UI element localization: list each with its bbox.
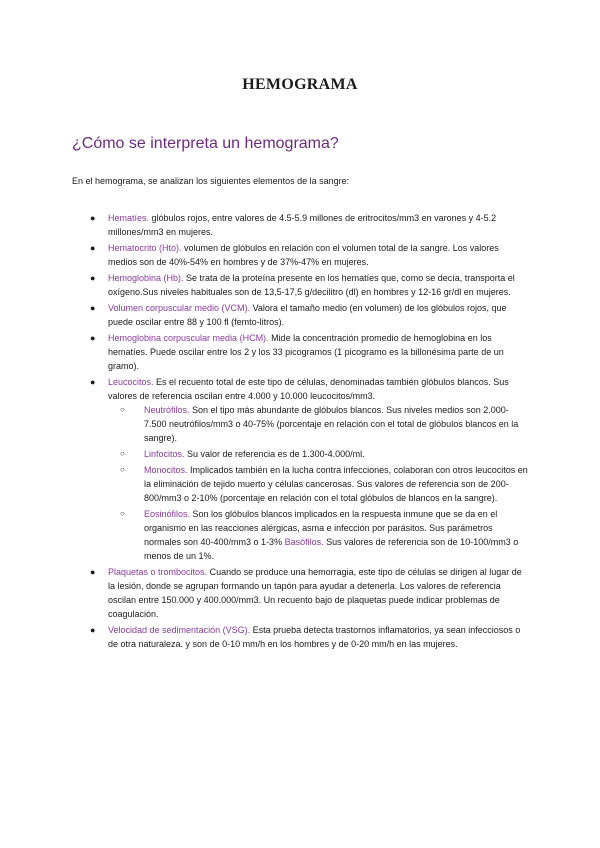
term: Velocidad de sedimentación (VSG).: [108, 625, 251, 635]
description: volumen de glóbulos en relación con el volumen total de la sangre. Los valores medios son de 40%-54% en hombres y de 37%-47% en mujeres.: [108, 243, 499, 267]
sublist-item-linfocitos: [118, 447, 528, 461]
bullet-icon: ●: [90, 377, 96, 387]
bullet-icon: ●: [90, 567, 96, 577]
bullet-icon: ●: [90, 333, 96, 343]
term: Eosinófilos.: [144, 509, 191, 519]
term: Plaquetas o trombocitos.: [108, 567, 208, 577]
circle-bullet-icon: ○: [120, 509, 125, 518]
description: glóbulos rojos, entre valores de 4.5-5.9 millones de eritrocitos/mm3 en varones y 4-5.2 millones/mm3 en mujeres.: [108, 213, 497, 237]
term-basofilos: Basófilos.: [282, 537, 324, 547]
sublist-item-neutrofilos: [118, 403, 528, 445]
list-item-leucocitos: [90, 375, 528, 563]
term: Monocitos.: [144, 465, 188, 475]
sublist-item-eosinofilos: [118, 507, 528, 563]
description: Esta prueba detecta trastornos inflamatorios, ya sean infecciosos o de otra naturaleza. y son de 0-10 mm/h en los hombres y de 0-20 mm/h en las mujeres.: [108, 625, 521, 649]
bullet-icon: ●: [90, 625, 96, 635]
leucocitos-sublist: [108, 403, 528, 563]
list-item-vsg: [90, 623, 528, 651]
term: Volumen corpuscular medio (VCM).: [108, 303, 251, 313]
bullet-icon: ●: [90, 273, 96, 283]
description: Cuando se produce una hemorragia, este tipo de células se dirigen al lugar de la lesión, donde se agrupan formando un tapón para ayudar a detenerla. Los valores de referencia oscilan entre 150.000 y 400.000/mm3. Un recuento bajo de plaquetas puede indicar problemas de coagulación.: [108, 567, 522, 619]
intro-paragraph: En el hemograma, se analizan los siguientes elementos de la sangre:: [72, 176, 350, 186]
list-item-hcm: [90, 331, 528, 373]
section-heading: ¿Cómo se interpreta un hemograma?: [72, 135, 339, 152]
description: Es el recuento total de este tipo de células, denominadas también glóbulos blancos. Sus valores de referencia oscilan entre 4.000 y 10.000 leucocitos/mm3.: [108, 377, 509, 401]
sublist-item-monocitos: [118, 463, 528, 505]
description-basofilos: Sus valores de referencia son de 10-100/mm3 o menos de un 1%.: [144, 537, 519, 561]
description: Valora el tamaño medio (en volumen) de los glóbulos rojos, que puede oscilar entre 88 y 100 fl (femto-litros).: [108, 303, 507, 327]
circle-bullet-icon: ○: [120, 465, 125, 474]
description: Se trata de la proteína presente en los hematíes que, como se decía, transporta el oxígeno.Sus niveles habituales son de 13,5-17,5 g/decilitro (dl) en hombres y 12-16 gr/dl en mujeres.: [108, 273, 515, 297]
list-item-hemoglobina: [90, 271, 528, 299]
term: Hematocrito (Hto).: [108, 243, 182, 253]
description: Mide la concentración promedio de hemoglobina en los hematíes. Puede oscilar entre los 2 y los 33 picogramos (1 picogramo es la billonésima parte de un gramo).: [108, 333, 504, 371]
term: Leucocitos.: [108, 377, 154, 387]
description: Son los glóbulos blancos implicados en la respuesta inmune que se da en el organismo en las reacciones alérgicas, asma e infección por parásitos. Sus parámetros normales son 40-400/mm3 o 1-3%: [144, 509, 498, 547]
list-item-plaquetas: [90, 565, 528, 621]
circle-bullet-icon: ○: [120, 449, 125, 458]
bullet-icon: ●: [90, 303, 96, 313]
list-item-hematocrito: [90, 241, 528, 269]
list-item-vcm: [90, 301, 528, 329]
term: Hemoglobina (Hb).: [108, 273, 184, 283]
description: Implicados también en la lucha contra infecciones, colaboran con otros leucocitos en la eliminación de tejido muerto y células cancerosas. Sus valores de referencia son de 200-800/mm3 o 2-10% (porcentaje en relación con el total glóbulos de blancos en la sangre).: [144, 465, 528, 503]
list-item-hematies: [90, 211, 528, 239]
elements-list: [90, 211, 528, 653]
term: Hemoglobina corpuscular media (HCM).: [108, 333, 269, 343]
term: Hematíes.: [108, 213, 150, 223]
term: Linfocitos.: [144, 449, 185, 459]
page-title: HEMOGRAMA: [242, 76, 358, 93]
description: Su valor de referencia es de 1.300-4.000/ml.: [184, 449, 365, 459]
circle-bullet-icon: ○: [120, 405, 125, 414]
description: Son el tipo más abundante de glóbulos blancos. Sus niveles medios son 2.000-7.500 neutrófilos/mm3 o 40-75% (porcentaje en relación con el total de glóbulos blancos en la sangre).: [144, 405, 519, 443]
bullet-icon: ●: [90, 213, 96, 223]
bullet-icon: ●: [90, 243, 96, 253]
term: Neutrófilos.: [144, 405, 190, 415]
